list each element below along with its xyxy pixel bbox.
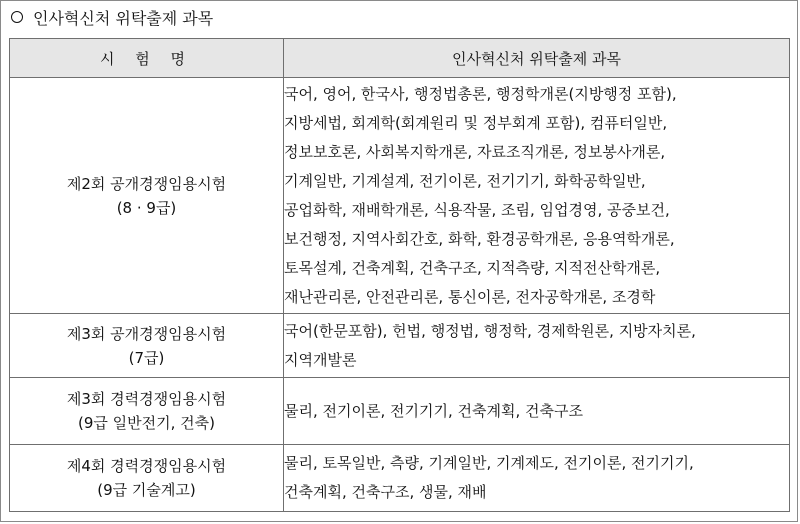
subjects-line: 지역개발론 <box>284 350 357 369</box>
exam-grade: (7급) <box>128 348 165 367</box>
table-row <box>10 445 790 512</box>
subjects-line: 지방세법, 회계학(회계원리 및 정부회계 포함), 컴퓨터일반, <box>284 113 668 132</box>
exam-name: 제3회 경력경쟁임용시험 <box>66 390 227 408</box>
subjects-line: 국어, 영어, 한국사, 행정법총론, 행정학개론(지방행정 포함), <box>284 84 677 103</box>
circle-bullet-icon <box>11 11 23 23</box>
exam-grade: (9급 기술계고) <box>97 481 196 499</box>
header-exam-name: 시 험 명 <box>10 39 284 78</box>
exam-name-cell <box>10 378 284 445</box>
subjects-line: 기계일반, 기계설계, 전기이론, 전기기기, 화학공학일반, <box>284 171 646 190</box>
section-heading <box>11 5 213 29</box>
section-heading-text: 인사혁신처 위탁출제 과목 <box>33 8 214 28</box>
subjects-line: 물리, 전기이론, 전기기기, 건축계획, 건축구조 <box>284 401 583 420</box>
subjects-line: 보건행정, 지역사회간호, 화학, 환경공학개론, 응용역학개론, <box>284 229 675 248</box>
exam-name: 제4회 경력경쟁임용시험 <box>66 457 227 475</box>
subjects-line: 토목설계, 건축계획, 건축구조, 지적측량, 지적전산학개론, <box>284 258 661 277</box>
exam-name-cell <box>10 314 284 378</box>
subjects-line: 재난관리론, 안전관리론, 통신이론, 전자공학개론, 조경학 <box>284 287 656 306</box>
subjects-cell <box>284 378 790 445</box>
table-row <box>10 78 790 314</box>
subjects-cell <box>284 314 790 378</box>
table-header-row <box>10 39 790 78</box>
exam-grade: (9급 일반전기, 건축) <box>78 414 215 432</box>
header-subjects: 인사혁신처 위탁출제 과목 <box>284 39 790 78</box>
exam-name: 제3회 공개경쟁임용시험 <box>66 324 227 343</box>
subjects-cell <box>284 78 790 314</box>
subjects-line: 물리, 토목일반, 측량, 기계일반, 기계제도, 전기이론, 전기기기, <box>284 454 694 472</box>
table-row <box>10 378 790 445</box>
subjects-line: 국어(한문포함), 헌법, 행정법, 행정학, 경제학원론, 지방자치론, <box>284 321 696 340</box>
subjects-cell <box>284 445 790 512</box>
exam-grade: (8 · 9급) <box>116 198 177 217</box>
subjects-line: 건축계획, 건축구조, 생물, 재배 <box>284 483 487 501</box>
subjects-line: 공업화학, 재배학개론, 식용작물, 조림, 임업경영, 공중보건, <box>284 200 670 219</box>
exam-name: 제2회 공개경쟁임용시험 <box>66 174 227 193</box>
subjects-line: 정보보호론, 사회복지학개론, 자료조직개론, 정보봉사개론, <box>284 142 666 161</box>
exam-subjects-table <box>9 38 790 512</box>
exam-name-cell <box>10 445 284 512</box>
exam-name-cell <box>10 78 284 314</box>
table-row <box>10 314 790 378</box>
